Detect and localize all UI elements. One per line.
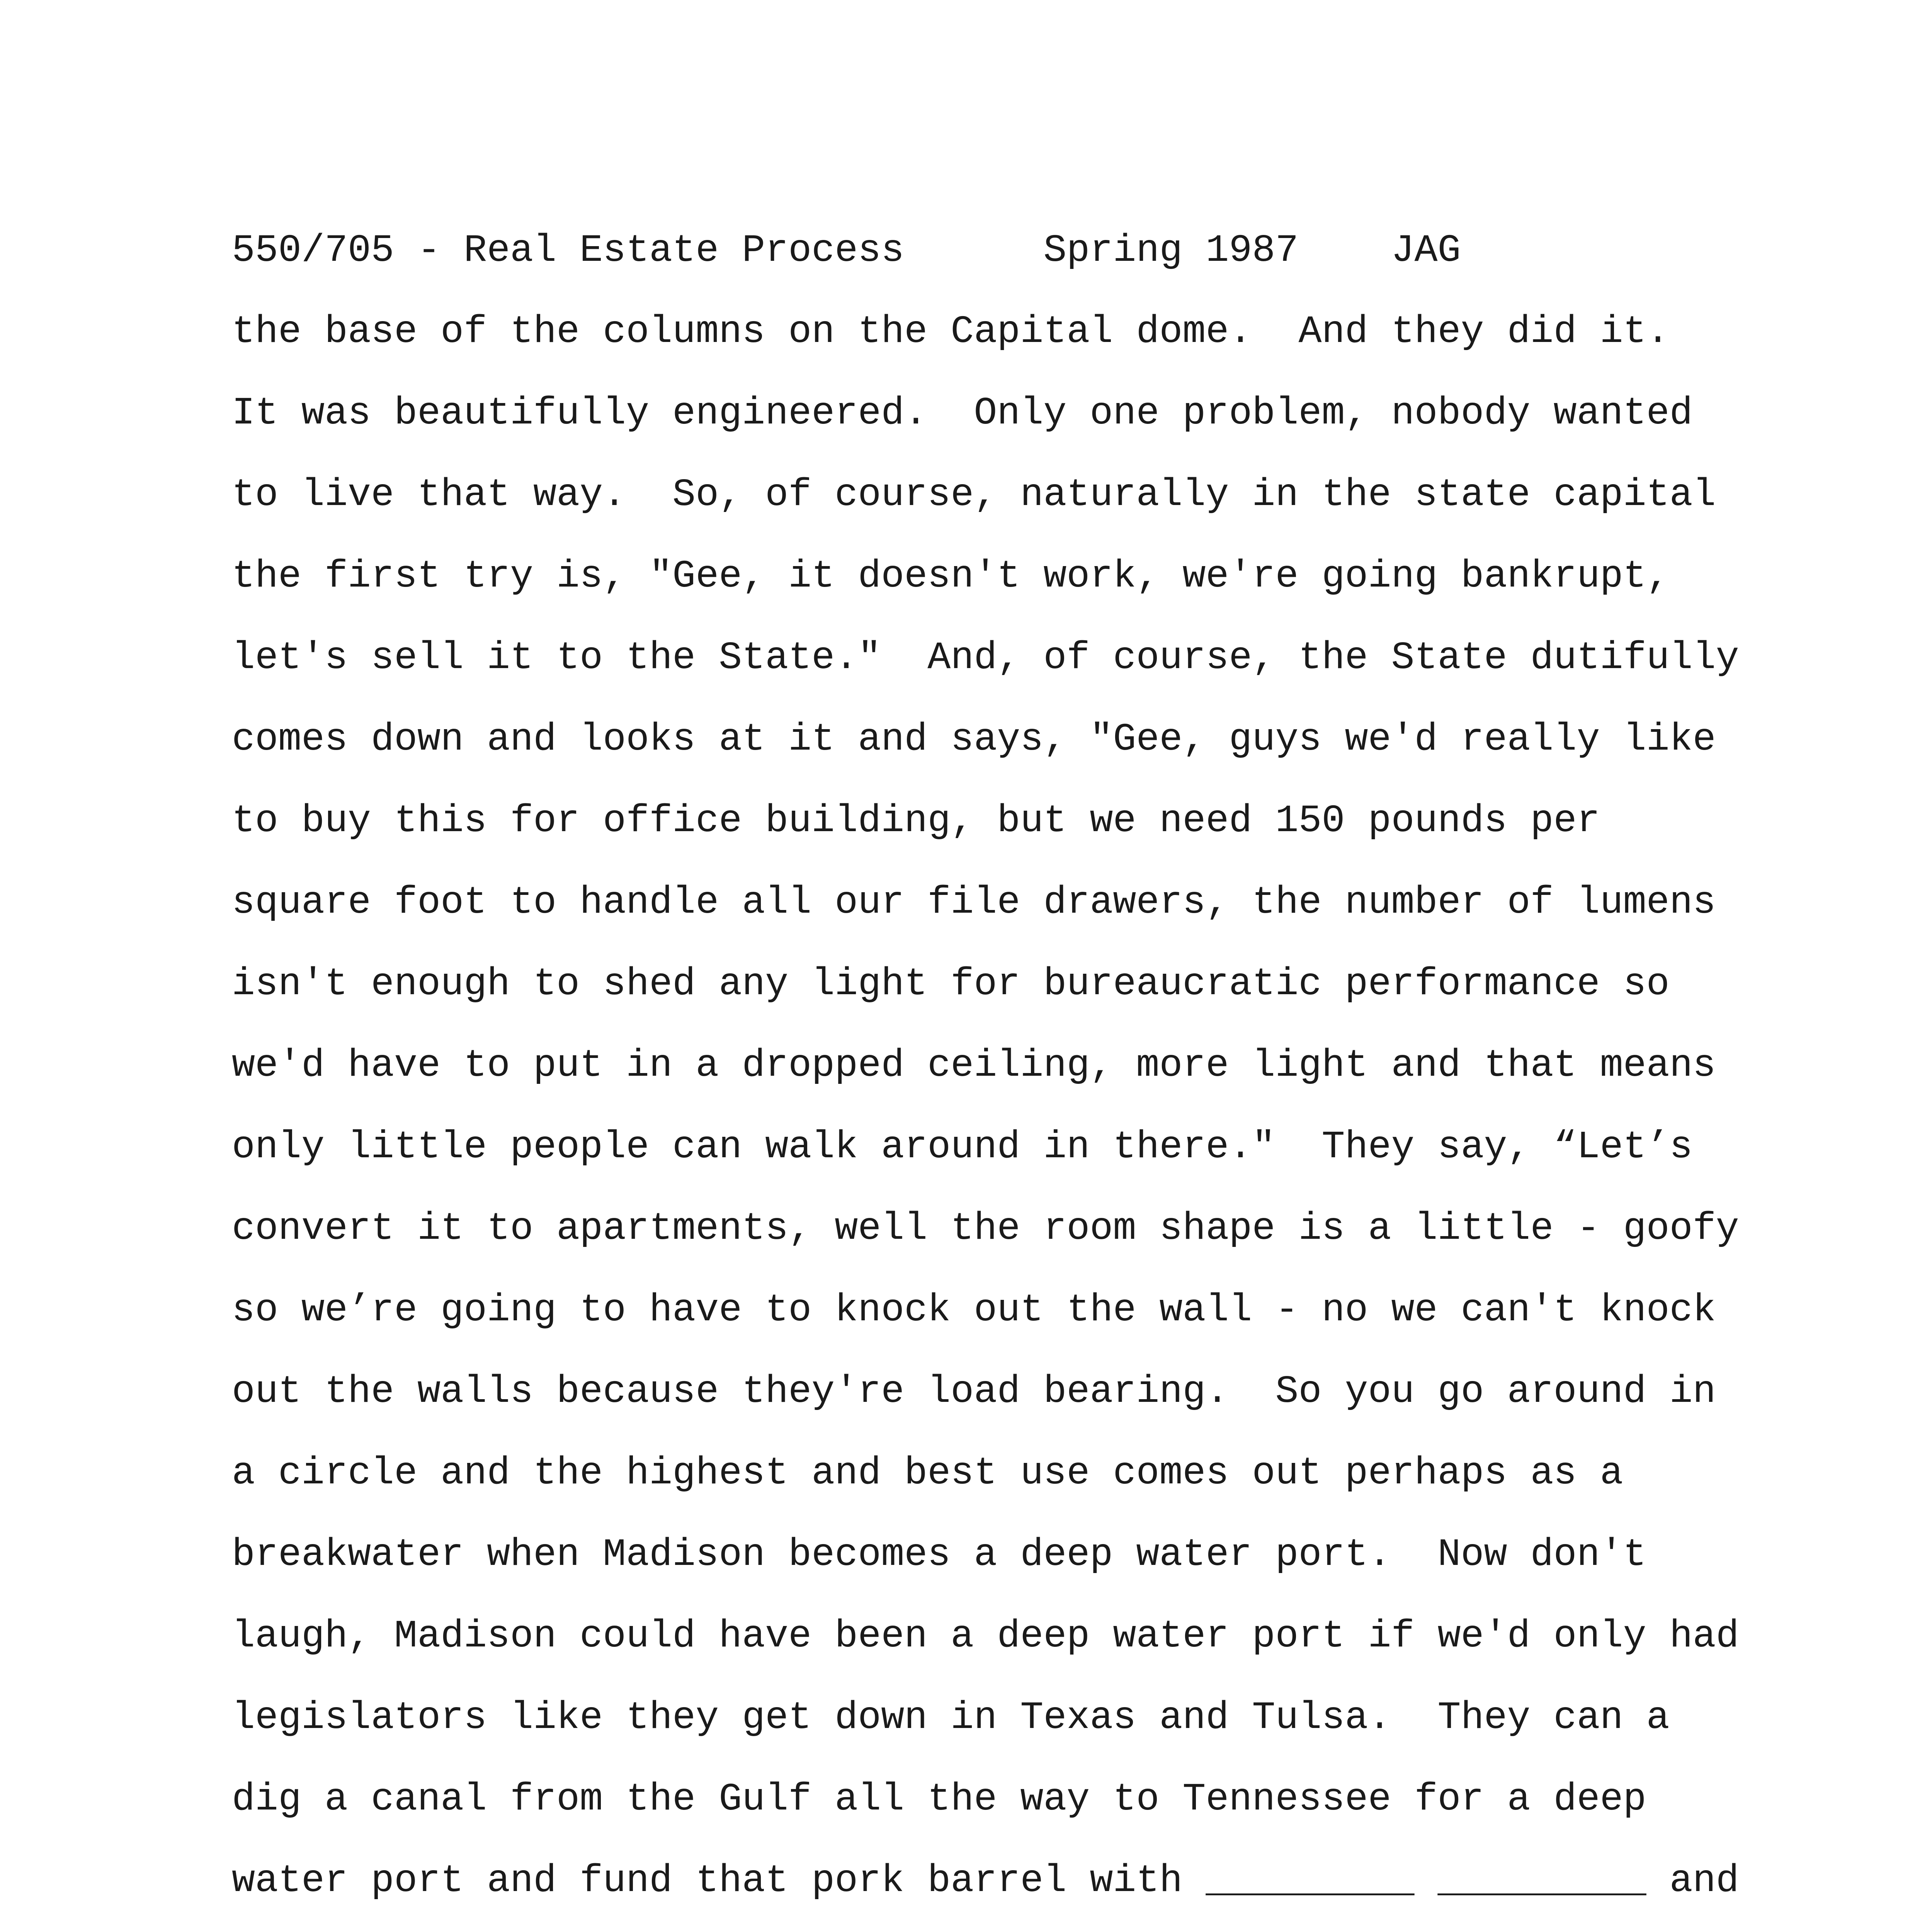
text-line: to live that way. So, of course, naturally in the state capital — [232, 473, 1716, 517]
text-line: square foot to handle all our file drawers, the number of lumens — [232, 881, 1716, 925]
text-line: isn't enough to shed any light for bureaucratic performance so — [232, 963, 1670, 1006]
text-line: water port and fund that pork barrel with _________ _________ and — [232, 1859, 1739, 1903]
page-header: 550/705 - Real Estate Process Spring 1987 JAG — [232, 229, 1461, 273]
text-line: a circle and the highest and best use comes out perhaps as a — [232, 1452, 1623, 1495]
text-line: laugh, Madison could have been a deep water port if we'd only had — [232, 1615, 1739, 1658]
text-line: out the walls because they're load bearing. So you go around in — [232, 1370, 1716, 1414]
text-line: let's sell it to the State." And, of course, the State dutifully — [232, 636, 1739, 680]
text-line: breakwater when Madison becomes a deep water port. Now don't — [232, 1533, 1646, 1577]
text-line: so we’re going to have to knock out the wall - no we can't knock — [232, 1289, 1716, 1332]
text-line: dig a canal from the Gulf all the way to Tennessee for a deep — [232, 1778, 1646, 1821]
text-line: the first try is, "Gee, it doesn't work, we're going bankrupt, — [232, 555, 1670, 599]
text-line: to buy this for office building, but we need 150 pounds per — [232, 799, 1600, 843]
text-line: only little people can walk around in there." They say, “Let’s — [232, 1126, 1693, 1169]
text-line: It was beautifully engineered. Only one problem, nobody wanted — [232, 392, 1693, 435]
text-line: legislators like they get down in Texas and Tulsa. They can a — [232, 1696, 1670, 1740]
text-line: we'd have to put in a dropped ceiling, more light and that means — [232, 1044, 1716, 1088]
text-line: the base of the columns on the Capital dome. And they did it. — [232, 310, 1670, 354]
text-line: comes down and looks at it and says, "Gee, guys we'd really like — [232, 718, 1716, 762]
text-line: convert it to apartments, well the room shape is a little - goofy — [232, 1207, 1739, 1251]
body-text — [232, 305, 1816, 1932]
